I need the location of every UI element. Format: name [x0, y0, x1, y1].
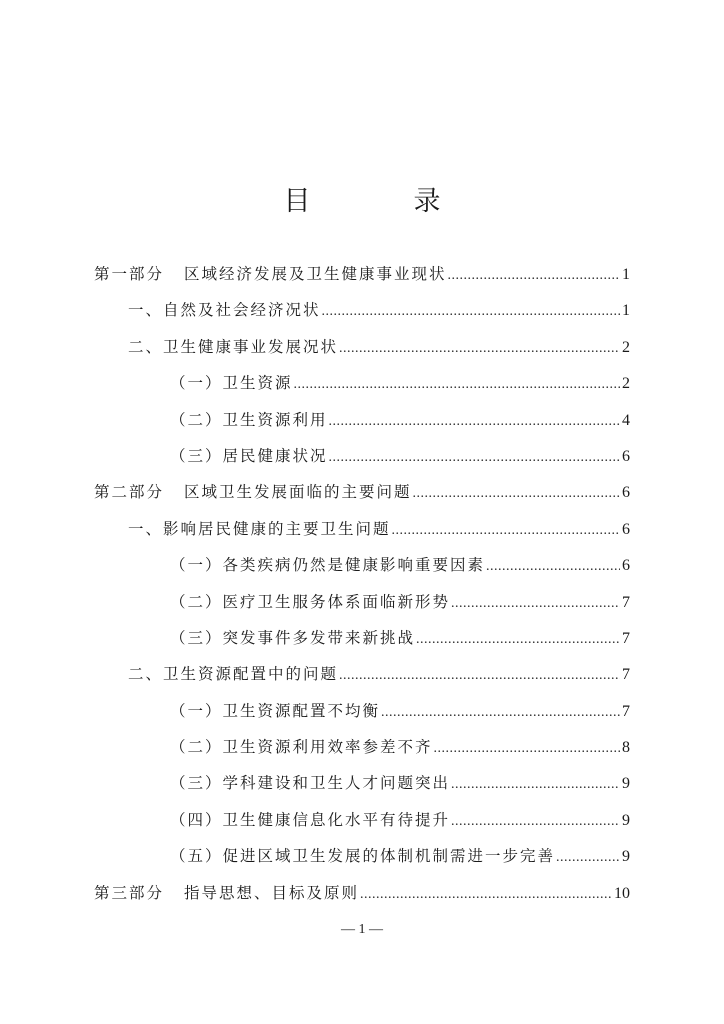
toc-dot-leader [381, 695, 620, 731]
toc-dot-leader [339, 331, 620, 367]
toc-entry-text: （一）卫生资源配置不均衡 [170, 701, 381, 720]
toc-entry-text: 二、卫生资源配置中的问题 [128, 665, 339, 684]
toc-entry[interactable] [94, 584, 630, 620]
toc-entry-text: （三）突发事件多发带来新挑战 [170, 628, 416, 647]
toc-title: 目 录 [283, 186, 479, 217]
toc-part-prefix: 第二部分 [94, 483, 165, 502]
toc-dot-leader [329, 404, 620, 440]
toc-page-number: 9 [622, 848, 630, 866]
toc-dot-leader [329, 440, 620, 476]
toc-entry-text: （三）学科建设和卫生人才问题突出 [170, 774, 451, 793]
toc-entry[interactable] [94, 329, 630, 365]
toc-entry-label [170, 547, 485, 583]
toc-entry[interactable] [94, 875, 630, 911]
toc-page-number: 7 [622, 629, 630, 647]
toc-page-number: 6 [622, 447, 630, 465]
toc-page-number: 7 [622, 593, 630, 611]
toc-entry[interactable] [94, 729, 630, 765]
toc-entry-label [170, 838, 555, 874]
toc-dot-leader [556, 840, 620, 876]
toc-entry-text: （二）卫生资源利用效率参差不齐 [170, 738, 433, 757]
toc-page-number: 10 [614, 884, 630, 902]
toc-page-number: 4 [622, 411, 630, 429]
toc-entry-text: 指导思想、目标及原则 [184, 883, 360, 902]
toc-entry-label [128, 511, 391, 547]
toc-dot-leader [448, 258, 620, 294]
table-of-contents [94, 256, 630, 911]
toc-dot-leader [294, 367, 620, 403]
toc-page-number: 7 [622, 702, 630, 720]
toc-entry-text: （一）卫生资源 [170, 374, 293, 393]
toc-entry-label [128, 292, 321, 328]
toc-entry[interactable] [94, 511, 630, 547]
toc-entry-label [94, 256, 447, 292]
toc-entry-text: （五）促进区域卫生发展的体制机制需进一步完善 [170, 847, 556, 866]
toc-part-prefix: 第一部分 [94, 265, 165, 283]
toc-entry[interactable] [94, 656, 630, 692]
toc-entry-text: （四）卫生健康信息化水平有待提升 [170, 810, 451, 829]
toc-page-number: 9 [622, 775, 630, 793]
toc-entry[interactable] [94, 402, 630, 438]
toc-dot-leader [451, 586, 620, 622]
toc-dot-leader [392, 513, 620, 549]
toc-entry-text: （一）各类疾病仍然是健康影响重要因素 [170, 556, 486, 575]
toc-dot-leader [416, 622, 620, 658]
toc-entry-label [128, 329, 338, 365]
toc-dot-leader [486, 549, 620, 585]
toc-entry-text: （三）居民健康状况 [170, 446, 328, 465]
toc-entry[interactable] [94, 693, 630, 729]
toc-entry-text: （二）医疗卫生服务体系面临新形势 [170, 592, 451, 611]
toc-dot-leader [451, 804, 620, 840]
toc-entry[interactable] [94, 620, 630, 656]
toc-entry-label [128, 656, 338, 692]
toc-page-number: 1 [622, 266, 630, 283]
toc-entry[interactable] [94, 802, 630, 838]
toc-page-number: 9 [622, 811, 630, 829]
toc-page-number: 6 [622, 484, 630, 502]
toc-part-prefix: 第三部分 [94, 883, 165, 902]
toc-entry[interactable] [94, 365, 630, 401]
toc-entry-text: 一、影响居民健康的主要卫生问题 [128, 519, 391, 538]
toc-entry-label [94, 474, 412, 510]
toc-entry[interactable] [94, 292, 630, 328]
toc-page-number: 7 [622, 666, 630, 684]
toc-entry[interactable] [94, 765, 630, 801]
toc-entry-text: 区域经济发展及卫生健康事业现状 [184, 265, 447, 283]
toc-entry-text: （二）卫生资源利用 [170, 410, 328, 429]
toc-dot-leader [413, 476, 620, 512]
toc-entry[interactable] [94, 474, 630, 510]
toc-dot-leader [451, 767, 620, 803]
toc-entry-label [170, 620, 415, 656]
toc-page-number: 1 [622, 302, 630, 320]
toc-entry-label [170, 802, 450, 838]
toc-dot-leader [434, 731, 620, 767]
toc-dot-leader [360, 877, 612, 913]
toc-entry-text: 区域卫生发展面临的主要问题 [184, 483, 412, 502]
toc-entry-label [170, 365, 293, 401]
toc-page-number: 8 [622, 739, 630, 757]
toc-entry-label [170, 402, 328, 438]
toc-entry[interactable] [94, 256, 630, 292]
toc-page-number: 6 [622, 557, 630, 575]
toc-dot-leader [339, 658, 620, 694]
toc-page-number: 2 [622, 375, 630, 393]
toc-entry-label [170, 584, 450, 620]
toc-entry-label [170, 438, 328, 474]
page-footer-number: — 1 — [341, 922, 383, 937]
toc-dot-leader [322, 294, 620, 330]
toc-entry[interactable] [94, 838, 630, 874]
toc-page-number: 2 [622, 338, 630, 356]
toc-entry[interactable] [94, 438, 630, 474]
toc-entry-label [170, 765, 450, 801]
toc-entry-text: 二、卫生健康事业发展况状 [128, 337, 339, 356]
toc-entry-label [170, 729, 433, 765]
toc-entry-label [170, 693, 380, 729]
toc-page-number: 6 [622, 520, 630, 538]
toc-entry-text: 一、自然及社会经济况状 [128, 301, 321, 320]
toc-entry[interactable] [94, 547, 630, 583]
toc-entry-label [94, 875, 359, 911]
